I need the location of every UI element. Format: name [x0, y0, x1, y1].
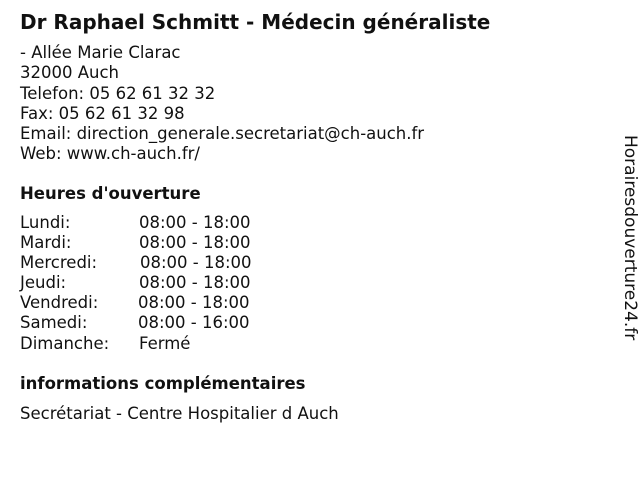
day-label: Mardi:	[20, 233, 72, 253]
hours-row-thursday	[20, 273, 320, 293]
phone-number: Telefon: 05 62 61 32 32	[20, 83, 216, 103]
opening-hours-table	[20, 213, 320, 354]
page-title: Dr Raphael Schmitt - Médecin généraliste	[20, 10, 491, 34]
email-address: Email: direction_generale.secretariat@ch-auch.fr	[20, 124, 425, 144]
time-range: 08:00 - 18:00	[140, 253, 252, 273]
address-city: 32000 Auch	[20, 63, 120, 83]
day-label: Samedi:	[20, 313, 88, 333]
additional-info-heading: informations complémentaires	[20, 374, 306, 393]
hours-row-friday	[20, 293, 320, 313]
day-label: Dimanche:	[20, 333, 110, 353]
hours-row-saturday	[20, 313, 320, 333]
website-url: Web: www.ch-auch.fr/	[20, 144, 200, 164]
additional-info-text: Secrétariat - Centre Hospitalier d Auch	[20, 404, 339, 423]
day-label: Mercredi:	[20, 253, 98, 273]
fax-number: Fax: 05 62 61 32 98	[20, 103, 185, 123]
hours-row-sunday	[20, 334, 320, 354]
day-label: Lundi:	[20, 213, 71, 232]
hours-row-monday	[20, 213, 320, 233]
time-range: 08:00 - 18:00	[139, 233, 251, 253]
time-range: Fermé	[139, 333, 191, 353]
day-label: Vendredi:	[20, 293, 99, 313]
address-street: - Allée Marie Clarac	[20, 43, 181, 62]
time-range: 08:00 - 16:00	[138, 313, 250, 333]
time-range: 08:00 - 18:00	[139, 213, 251, 232]
time-range: 08:00 - 18:00	[139, 273, 251, 293]
hours-row-wednesday	[20, 253, 320, 273]
time-range: 08:00 - 18:00	[138, 293, 250, 313]
site-watermark: Horairesdouverture24.fr	[620, 135, 640, 341]
contact-block	[20, 43, 424, 165]
opening-hours-heading: Heures d'ouverture	[20, 184, 201, 203]
day-label: Jeudi:	[20, 273, 67, 293]
hours-row-tuesday	[20, 233, 320, 253]
